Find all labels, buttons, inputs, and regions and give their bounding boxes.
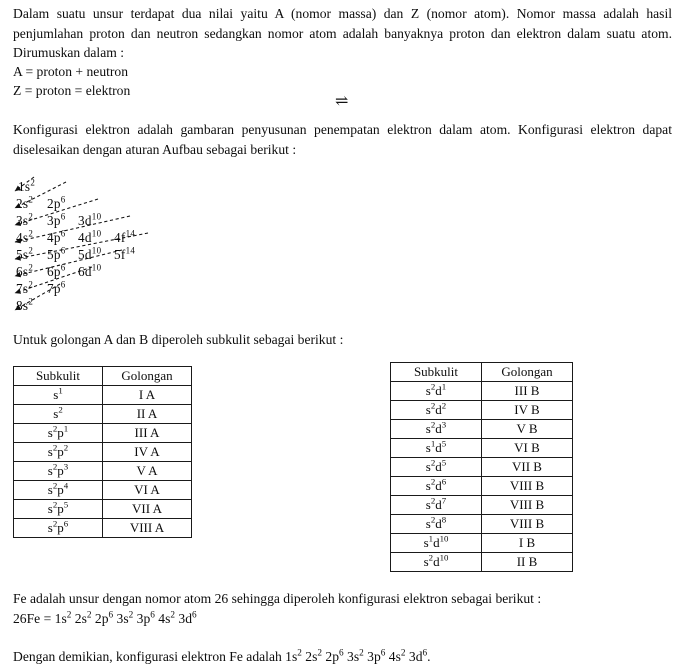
cell-subkulit: $s^1d^{10}$ [391, 534, 482, 553]
column-header-subkulit: Subkulit [14, 367, 103, 386]
conclusion-suffix: . [427, 649, 431, 664]
aufbau-orbital: $5p^6$ [47, 245, 66, 262]
fe-config-label: 26Fe = [13, 611, 55, 626]
cell-subkulit: $s^2d^6$ [391, 477, 482, 496]
konfigurasi-paragraph: Konfigurasi elektron adalah gambaran penyusunan penempatan elektron dalam atom. Konfigurasi elektron dapat diselesaikan dengan aturan Aufbau sebagai berikut : [13, 122, 672, 157]
aufbau-orbital: $6s^2$ [16, 262, 34, 279]
aufbau-orbital: $4s^2$ [16, 228, 34, 245]
cell-subkulit: $s^2d^7$ [391, 496, 482, 515]
table-row [391, 420, 573, 439]
cell-golongan: V A [103, 462, 192, 481]
aufbau-orbital: $4p^6$ [47, 228, 66, 245]
cell-golongan: VII B [482, 458, 573, 477]
aufbau-orbital: $5s^2$ [16, 245, 34, 262]
formula-mass-number: A = proton + neutron [13, 64, 129, 79]
cell-golongan: IV B [482, 401, 573, 420]
formula-atomic-number: Z = proton = elektron [13, 83, 131, 98]
table-row [14, 481, 192, 500]
table-row [391, 534, 573, 553]
conclusion-prefix: Dengan demikian, konfigurasi elektron Fe adalah [13, 649, 286, 664]
aufbau-orbital: $3p^6$ [47, 211, 66, 228]
table-row [14, 405, 192, 424]
aufbau-diagram [0, 172, 230, 324]
cell-subkulit: $s^2p^1$ [14, 424, 103, 443]
table-row [391, 458, 573, 477]
table-row [391, 439, 573, 458]
table-row [14, 519, 192, 538]
intro-paragraph: Dalam suatu unsur terdapat dua nilai yaitu A (nomor massa) dan Z (nomor atom). Nomor massa adalah hasil penjumlahan proton dan neutron sedangkan nomor atom adalah banyaknya proton dan elektron dalam suatu atom. Dirumuskan dalam : [13, 6, 672, 60]
table-row [14, 386, 192, 405]
aufbau-orbital: $1s^2$ [18, 177, 36, 194]
cell-subkulit: $s^2p^4$ [14, 481, 103, 500]
aufbau-orbital: $3s^2$ [16, 211, 34, 228]
cell-subkulit: $s^2d^8$ [391, 515, 482, 534]
table-row [14, 443, 192, 462]
aufbau-orbital: $6d^{10}$ [78, 262, 102, 279]
table-golongan-a [13, 366, 192, 538]
cell-subkulit: $s^2d^2$ [391, 401, 482, 420]
aufbau-row-4 [16, 228, 150, 245]
aufbau-row-1 [18, 177, 49, 194]
cell-golongan: I B [482, 534, 573, 553]
fe-intro-line: Fe adalah unsur dengan nomor atom 26 sehingga diperoleh konfigurasi elektron sebagai berikut : [13, 591, 542, 606]
table-row [391, 401, 573, 420]
aufbau-orbital: $7p^6$ [47, 279, 66, 296]
conclusion-line [13, 647, 431, 667]
table-row [14, 500, 192, 519]
table-row [14, 424, 192, 443]
fe-config-value: $1s^2$ $2s^2$ $2p^6$ $3s^2$ $3p^6$ $4s^2$ $3d^6$ [54, 609, 197, 626]
table-header-row [391, 363, 573, 382]
equilibrium-arrow-icon: ⇌ [335, 93, 349, 110]
aufbau-orbital: $4f^{14}$ [114, 228, 136, 245]
table-row [391, 496, 573, 515]
aufbau-orbital: $6p^6$ [47, 262, 66, 279]
cell-golongan: II A [103, 405, 192, 424]
cell-golongan: VI B [482, 439, 573, 458]
cell-golongan: II B [482, 553, 573, 572]
cell-golongan: VI A [103, 481, 192, 500]
aufbau-row-6 [16, 262, 114, 279]
aufbau-row-2 [16, 194, 78, 211]
table-row [391, 553, 573, 572]
aufbau-orbital: $4d^{10}$ [78, 228, 102, 245]
aufbau-row-8 [16, 296, 47, 313]
cell-golongan: VIII B [482, 477, 573, 496]
table-row [391, 477, 573, 496]
aufbau-row-5 [16, 245, 150, 262]
cell-subkulit: $s^2p^6$ [14, 519, 103, 538]
cell-golongan: I A [103, 386, 192, 405]
fe-configuration-line [13, 609, 197, 629]
cell-subkulit: $s^2d^3$ [391, 420, 482, 439]
cell-golongan: III B [482, 382, 573, 401]
column-header-golongan: Golongan [103, 367, 192, 386]
table-row [14, 462, 192, 481]
column-header-golongan: Golongan [482, 363, 573, 382]
cell-subkulit: $s^2p^2$ [14, 443, 103, 462]
table-body [391, 382, 573, 572]
table-body [14, 386, 192, 538]
cell-subkulit: $s^2p^3$ [14, 462, 103, 481]
aufbau-orbital: $2p^6$ [47, 194, 66, 211]
cell-subkulit: $s^2d^5$ [391, 458, 482, 477]
cell-subkulit: $s^2$ [14, 405, 103, 424]
cell-subkulit: $s^2d^1$ [391, 382, 482, 401]
cell-subkulit: $s^1$ [14, 386, 103, 405]
aufbau-row-7 [16, 279, 78, 296]
table-header-row [14, 367, 192, 386]
aufbau-orbital: $2s^2$ [16, 194, 34, 211]
table-row [391, 382, 573, 401]
cell-golongan: VIII A [103, 519, 192, 538]
aufbau-orbital: $5d^{10}$ [78, 245, 102, 262]
aufbau-row-3 [16, 211, 114, 228]
cell-golongan: VII A [103, 500, 192, 519]
aufbau-orbital: $5f^{14}$ [114, 245, 136, 262]
fe-config-value: $1s^2$ $2s^2$ $2p^6$ $3s^2$ $3p^6$ $4s^2$ $3d^6$ [285, 647, 428, 664]
aufbau-orbital: $3d^{10}$ [78, 211, 102, 228]
cell-golongan: V B [482, 420, 573, 439]
cell-subkulit: $s^1d^5$ [391, 439, 482, 458]
cell-subkulit: $s^2p^5$ [14, 500, 103, 519]
cell-subkulit: $s^2d^{10}$ [391, 553, 482, 572]
untuk-golongan-line: Untuk golongan A dan B diperoleh subkulit sebagai berikut : [13, 332, 344, 347]
table-row [391, 515, 573, 534]
cell-golongan: VIII B [482, 496, 573, 515]
column-header-subkulit: Subkulit [391, 363, 482, 382]
aufbau-orbital: $7s^2$ [16, 279, 34, 296]
aufbau-orbital: $8s^2$ [16, 296, 34, 313]
table-golongan-b [390, 362, 573, 572]
cell-golongan: VIII B [482, 515, 573, 534]
cell-golongan: IV A [103, 443, 192, 462]
cell-golongan: III A [103, 424, 192, 443]
